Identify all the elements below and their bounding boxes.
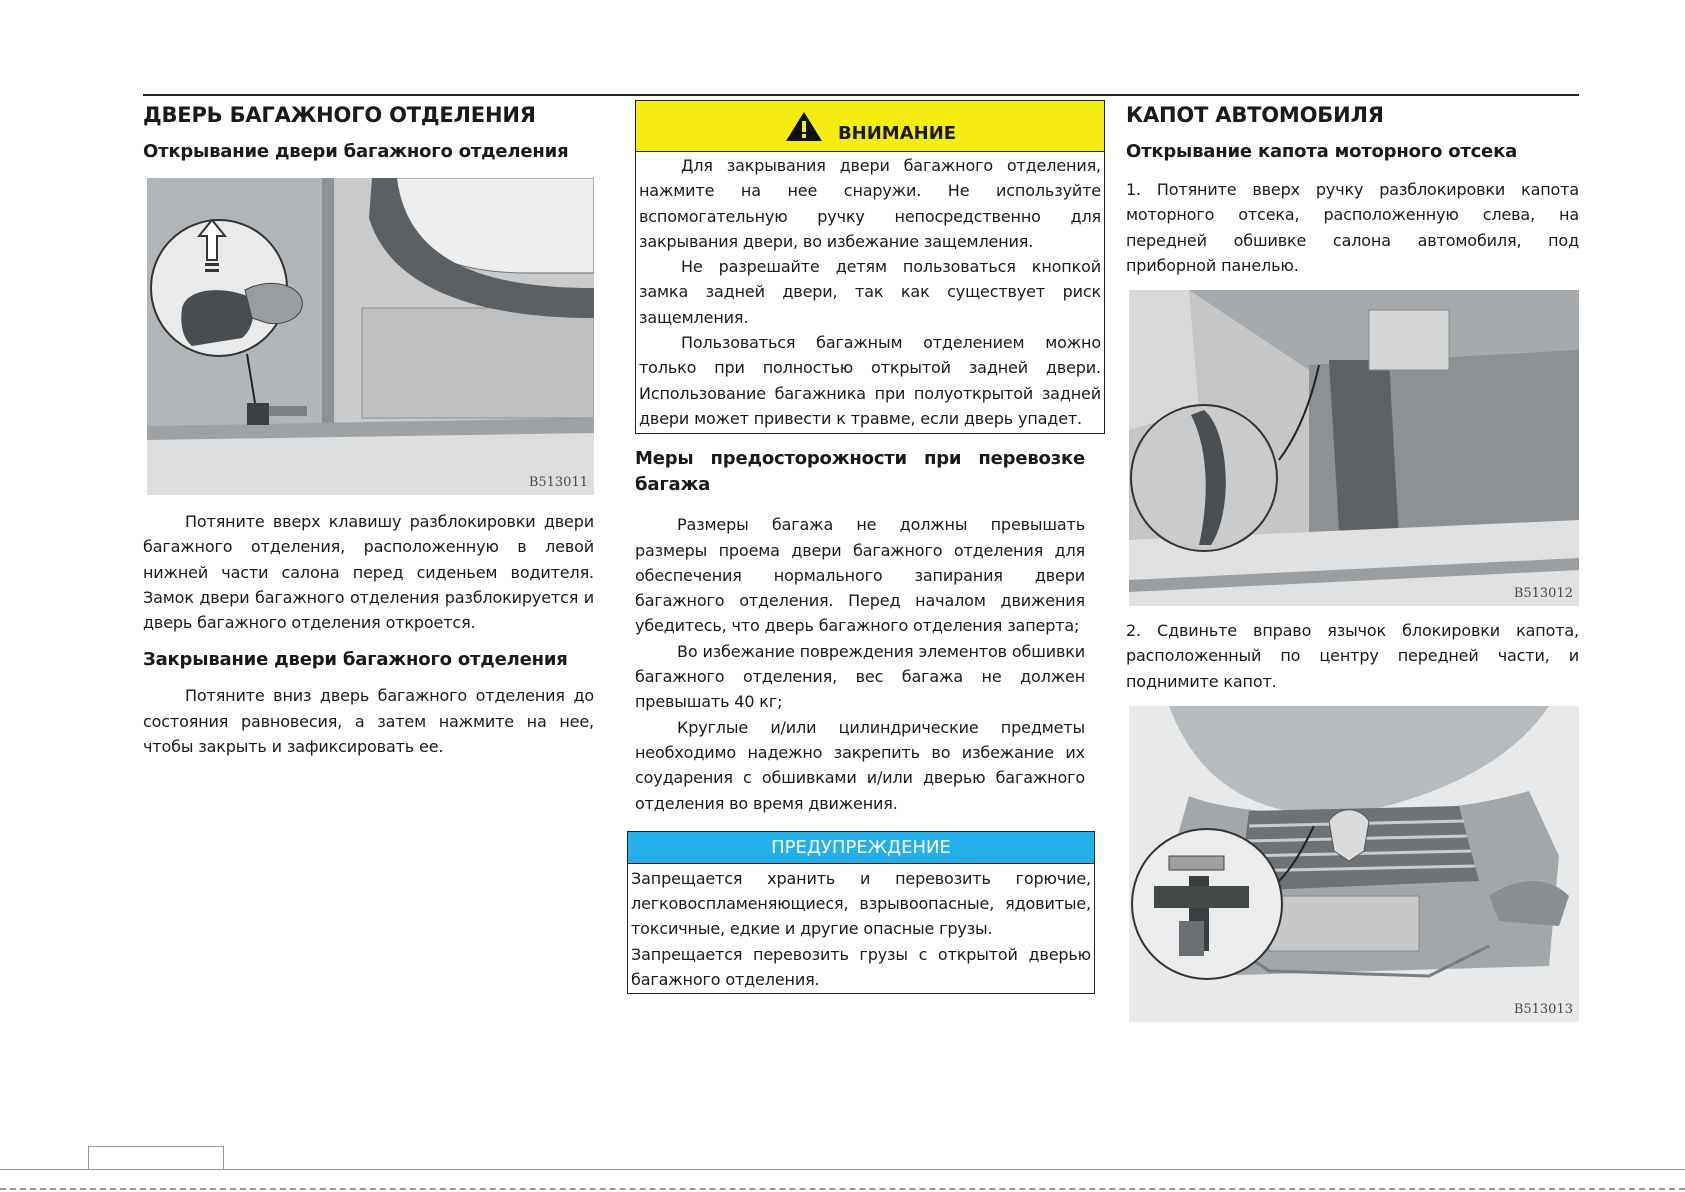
paragraph-open-trunk: Потяните вверх клавишу разблокировки двери багажного отделения, расположенную в левой нижней части салона перед сиденьем водителя. Замок двери багажного отделения разблокируется и дверь багажного отделения откроется. xyxy=(143,512,594,633)
column-luggage-precautions xyxy=(625,100,1105,994)
trunk-release-illustration xyxy=(147,178,594,495)
figure-hood-release-handle xyxy=(1129,290,1579,606)
warning-triangle-icon xyxy=(784,110,824,143)
footer-rule xyxy=(0,1169,1685,1170)
caution-header xyxy=(636,101,1104,152)
figure-code: B513011 xyxy=(528,475,588,490)
precaution-paragraph: Размеры багажа не должны превышать размеры проема двери багажного отделения для обеспечения нормального запирания двери багажного отделения. Перед началом движения убедитесь, что дверь багажного отделения заперта; xyxy=(635,515,1085,636)
figure-code: B513013 xyxy=(1513,1002,1573,1018)
paragraph-close-trunk: Потяните вниз дверь багажного отделения до состояния равновесия, а затем нажмите на нее, чтобы закрыть и зафиксировать ее. xyxy=(143,686,594,757)
column-hood xyxy=(1126,100,1579,1022)
page-number-tab xyxy=(88,1146,224,1169)
warning-paragraph: Запрещается перевозить грузы с открытой дверью багажного отделения. xyxy=(631,944,1091,990)
warning-box xyxy=(627,831,1095,994)
figure-hood-latch xyxy=(1129,706,1579,1022)
caution-label: ВНИМАНИЕ xyxy=(837,122,957,144)
warning-header: ПРЕДУПРЕЖДЕНИЕ xyxy=(628,832,1094,864)
heading-open-hood: Открывание капота моторного отсека xyxy=(1126,141,1518,162)
heading-close-trunk: Закрывание двери багажного отделения xyxy=(143,649,568,671)
hood-latch-illustration xyxy=(1129,706,1579,1022)
caution-paragraph: Пользоваться багажным отделением можно только при полностью открытой задней двери. Использование багажника при полуоткрытой задней двери может привести к травме, если дверь упадет. xyxy=(639,333,1101,428)
top-rule xyxy=(143,94,1579,96)
warning-paragraph: Запрещается хранить и перевозить горючие, легковоспламеняющиеся, взрывоопасные, ядовитые, токсичные, едкие и другие опасные грузы. xyxy=(631,868,1091,939)
caution-body xyxy=(636,152,1104,433)
section-title-trunk-door: ДВЕРЬ БАГАЖНОГО ОТДЕЛЕНИЯ xyxy=(143,103,536,127)
precaution-paragraph: Круглые и/или цилиндрические предметы необходимо надежно закрепить во избежание их соударения с обшивками и/или дверью багажного отделения во время движения. xyxy=(635,717,1085,813)
step-2-text: 2. Сдвиньте вправо язычок блокировки капота, расположенный по центру передней части, и поднимите капот. xyxy=(1126,621,1579,691)
step-1-text: 1. Потяните вверх ручку разблокировки капота моторного отсека, расположенную слева, на передней обшивке салона автомобиля, под приборной панелью. xyxy=(1126,180,1579,275)
caution-paragraph: Не разрешайте детям пользоваться кнопкой замка задней двери, так как существует риск защемления. xyxy=(639,257,1101,327)
warning-body xyxy=(628,864,1094,993)
column-trunk-door xyxy=(143,100,594,759)
caution-box xyxy=(635,100,1105,434)
precaution-paragraph: Во избежание повреждения элементов обшивки багажного отделения, вес багажа не должен превышать 40 кг; xyxy=(635,641,1085,712)
footer-dashed-rule xyxy=(0,1188,1685,1190)
luggage-precautions-text xyxy=(635,512,1085,816)
figure-code: B513012 xyxy=(1513,586,1573,602)
heading-luggage-precautions: Меры предосторожности при перевозке багажа xyxy=(635,448,1085,496)
caution-paragraph: Для закрывания двери багажного отделения, нажмите на нее снаружи. Не используйте вспомогательную ручку непосредственно для закрывания двери, во избежание защемления. xyxy=(639,156,1101,251)
heading-open-trunk: Открывание двери багажного отделения xyxy=(143,141,569,162)
figure-trunk-release-lever xyxy=(147,178,594,495)
section-title-hood: КАПОТ АВТОМОБИЛЯ xyxy=(1126,103,1384,127)
hood-release-illustration xyxy=(1129,290,1579,606)
